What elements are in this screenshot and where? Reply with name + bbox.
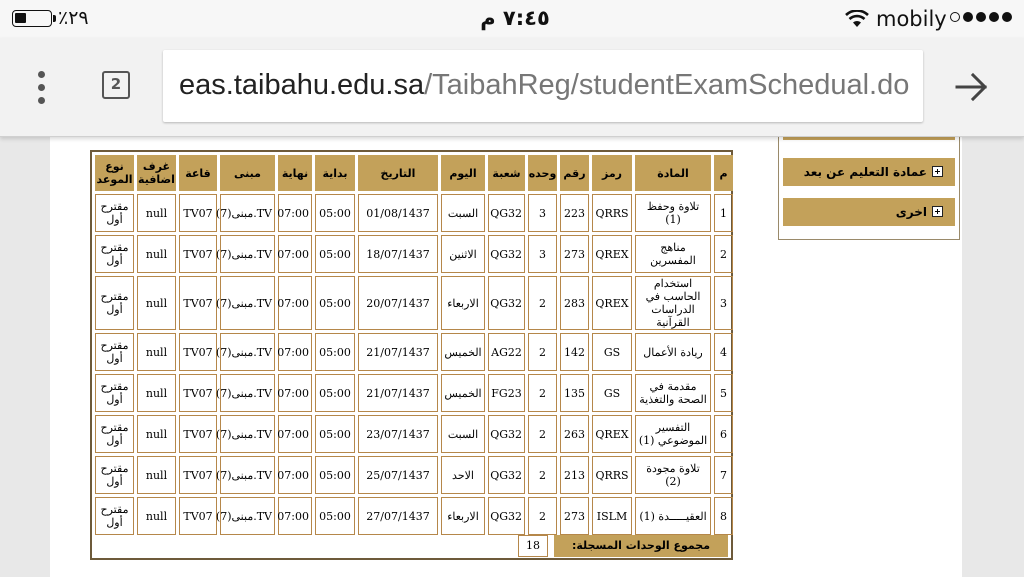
status-bar: [0, 0, 1024, 38]
cell-units: 2: [528, 374, 557, 412]
cell-extra-rooms: null: [137, 333, 176, 371]
cell-end-time: 07:00: [278, 415, 312, 453]
header-cell: غرف اضافية: [137, 155, 176, 191]
battery-tip: [53, 15, 56, 22]
total-units-value: 18: [518, 535, 548, 557]
cell-course-code: GS: [592, 333, 632, 371]
cell-extra-rooms: null: [137, 456, 176, 494]
header-cell: م: [714, 155, 733, 191]
cell-day: الاربعاء: [441, 497, 485, 535]
cell-building: TV.مبنى(7): [220, 374, 275, 412]
cell-start-time: 05:00: [315, 374, 355, 412]
header-cell: قاعة: [179, 155, 217, 191]
cell-start-time: 05:00: [315, 333, 355, 371]
cell-course-number: 273: [560, 497, 589, 535]
cell-day: الخميس: [441, 333, 485, 371]
cell-units: 2: [528, 415, 557, 453]
cell-start-time: 05:00: [315, 194, 355, 232]
cell-course-name: تلاوة وحفظ (1): [635, 194, 711, 232]
page-content: [50, 136, 962, 577]
header-cell: نوع الموعد: [95, 155, 134, 191]
header-cell: بداية: [315, 155, 355, 191]
url-text[interactable]: [179, 69, 909, 102]
battery-percent: ٪٢٩: [58, 7, 89, 29]
cell-course-name: استخدام الحاسب في الدراسات القرآنية: [635, 276, 711, 330]
cell-course-code: QRRS: [592, 194, 632, 232]
cell-start-time: 05:00: [315, 497, 355, 535]
cell-room: TV07: [179, 333, 217, 371]
header-cell: رمز: [592, 155, 632, 191]
url-path: /TaibahReg/studentExamSchedual.do: [424, 69, 910, 101]
cell-day: الاحد: [441, 456, 485, 494]
cell-course-code: QREX: [592, 235, 632, 273]
cell-section: QG32: [488, 415, 525, 453]
cell-course-number: 142: [560, 333, 589, 371]
cell-appointment-type: مقترح أول: [95, 235, 134, 273]
cell-row-number: 8: [714, 497, 733, 535]
menu-dots-icon[interactable]: [36, 71, 48, 105]
cell-course-name: العقيـــــدة (1): [635, 497, 711, 535]
cell-building: TV.مبنى(7): [220, 235, 275, 273]
cell-course-number: 283: [560, 276, 589, 330]
table-header-row: [95, 155, 733, 191]
cell-row-number: 4: [714, 333, 733, 371]
cell-end-time: 07:00: [278, 194, 312, 232]
cell-row-number: 6: [714, 415, 733, 453]
cell-section: FG23: [488, 374, 525, 412]
clock: ٧:٤٥ م: [480, 6, 550, 30]
cell-units: 2: [528, 276, 557, 330]
table-row: [95, 456, 733, 494]
header-cell: نهاية: [278, 155, 312, 191]
cell-course-name: مناهج المفسرين: [635, 235, 711, 273]
header-cell: اليوم: [441, 155, 485, 191]
cell-appointment-type: مقترح أول: [95, 374, 134, 412]
cell-end-time: 07:00: [278, 374, 312, 412]
cell-course-name: تلاوة مجودة (2): [635, 456, 711, 494]
sidebar-menu: [778, 136, 960, 240]
cell-extra-rooms: null: [137, 235, 176, 273]
browser-toolbar: [0, 38, 1024, 137]
cell-units: 2: [528, 497, 557, 535]
cell-course-number: 263: [560, 415, 589, 453]
cell-start-time: 05:00: [315, 415, 355, 453]
cell-date: 25/07/1437: [358, 456, 438, 494]
cell-row-number: 2: [714, 235, 733, 273]
cell-units: 2: [528, 456, 557, 494]
cell-room: TV07: [179, 235, 217, 273]
cell-start-time: 05:00: [315, 456, 355, 494]
table-row: [95, 194, 733, 232]
header-cell: شعبة: [488, 155, 525, 191]
cell-row-number: 7: [714, 456, 733, 494]
exam-table: [92, 152, 736, 538]
tab-switcher-button[interactable]: 2: [102, 71, 130, 99]
cell-section: QG32: [488, 456, 525, 494]
cell-day: السبت: [441, 415, 485, 453]
cell-building: TV.مبنى(7): [220, 415, 275, 453]
cell-appointment-type: مقترح أول: [95, 497, 134, 535]
cell-course-code: QREX: [592, 415, 632, 453]
forward-arrow-icon[interactable]: [955, 72, 989, 102]
cell-extra-rooms: null: [137, 415, 176, 453]
cell-room: TV07: [179, 276, 217, 330]
table-row: [95, 333, 733, 371]
cell-appointment-type: مقترح أول: [95, 415, 134, 453]
battery-icon: [12, 10, 52, 27]
cell-date: 21/07/1437: [358, 333, 438, 371]
cell-room: TV07: [179, 497, 217, 535]
cell-end-time: 07:00: [278, 276, 312, 330]
header-cell: التاريخ: [358, 155, 438, 191]
expand-plus-icon[interactable]: [932, 166, 943, 177]
cell-appointment-type: مقترح أول: [95, 276, 134, 330]
cell-section: QG32: [488, 235, 525, 273]
table-row: [95, 497, 733, 535]
carrier-name: mobily: [876, 7, 947, 31]
cell-course-code: ISLM: [592, 497, 632, 535]
cell-course-name: مقدمة في الصحة والتغذية: [635, 374, 711, 412]
cell-end-time: 07:00: [278, 333, 312, 371]
cell-course-number: 223: [560, 194, 589, 232]
cell-extra-rooms: null: [137, 194, 176, 232]
cell-end-time: 07:00: [278, 235, 312, 273]
cell-building: TV.مبنى(7): [220, 333, 275, 371]
cell-course-code: QREX: [592, 276, 632, 330]
cell-date: 01/08/1437: [358, 194, 438, 232]
sidebar-item-label: اخرى: [895, 205, 927, 219]
cell-course-code: GS: [592, 374, 632, 412]
cell-date: 23/07/1437: [358, 415, 438, 453]
cell-course-number: 273: [560, 235, 589, 273]
cell-row-number: 5: [714, 374, 733, 412]
table-row: [95, 235, 733, 273]
cell-extra-rooms: null: [137, 374, 176, 412]
cell-room: TV07: [179, 456, 217, 494]
table-row: [95, 276, 733, 330]
cell-day: الاربعاء: [441, 276, 485, 330]
total-units-row: [96, 535, 729, 557]
cell-section: QG32: [488, 194, 525, 232]
cell-appointment-type: مقترح أول: [95, 333, 134, 371]
cell-date: 20/07/1437: [358, 276, 438, 330]
cell-start-time: 05:00: [315, 276, 355, 330]
cell-appointment-type: مقترح أول: [95, 456, 134, 494]
cell-row-number: 1: [714, 194, 733, 232]
signal-strength-icon: [950, 12, 1012, 22]
sidebar-item-distance-learning[interactable]: [783, 158, 955, 186]
cell-date: 27/07/1437: [358, 497, 438, 535]
exam-schedule-table: [90, 150, 733, 560]
cell-end-time: 07:00: [278, 497, 312, 535]
wifi-icon: [845, 10, 869, 28]
cell-section: QG32: [488, 276, 525, 330]
cell-course-number: 135: [560, 374, 589, 412]
cell-room: TV07: [179, 194, 217, 232]
header-cell: رقم: [560, 155, 589, 191]
cell-building: TV.مبنى(7): [220, 456, 275, 494]
cell-start-time: 05:00: [315, 235, 355, 273]
cell-row-number: 3: [714, 276, 733, 330]
cell-units: 3: [528, 194, 557, 232]
cell-room: TV07: [179, 374, 217, 412]
cell-course-name: التفسير الموضوعي (1): [635, 415, 711, 453]
table-row: [95, 415, 733, 453]
cell-course-name: ريادة الأعمال: [635, 333, 711, 371]
cell-units: 2: [528, 333, 557, 371]
cell-room: TV07: [179, 415, 217, 453]
cell-extra-rooms: null: [137, 497, 176, 535]
cell-appointment-type: مقترح أول: [95, 194, 134, 232]
cell-end-time: 07:00: [278, 456, 312, 494]
cell-course-number: 213: [560, 456, 589, 494]
cell-section: QG32: [488, 497, 525, 535]
header-cell: المادة: [635, 155, 711, 191]
cell-day: الخميس: [441, 374, 485, 412]
sidebar-item-label: عمادة التعليم عن بعد: [803, 165, 927, 179]
cell-day: الاثنين: [441, 235, 485, 273]
cell-day: السبت: [441, 194, 485, 232]
cell-date: 18/07/1437: [358, 235, 438, 273]
header-cell: مبنى: [220, 155, 275, 191]
sidebar-item-other[interactable]: [783, 198, 955, 226]
cell-date: 21/07/1437: [358, 374, 438, 412]
cell-units: 3: [528, 235, 557, 273]
cell-course-code: QRRS: [592, 456, 632, 494]
header-cell: وحده: [528, 155, 557, 191]
cell-building: TV.مبنى(7): [220, 194, 275, 232]
expand-plus-icon[interactable]: [932, 206, 943, 217]
cell-building: TV.مبنى(7): [220, 497, 275, 535]
cell-extra-rooms: null: [137, 276, 176, 330]
total-units-label: مجموع الوحدات المسجلة:: [554, 535, 728, 557]
table-row: [95, 374, 733, 412]
url-host: eas.taibahu.edu.sa: [179, 69, 425, 101]
cell-section: AG22: [488, 333, 525, 371]
address-bar[interactable]: [163, 50, 923, 122]
cell-building: TV.مبنى(7): [220, 276, 275, 330]
